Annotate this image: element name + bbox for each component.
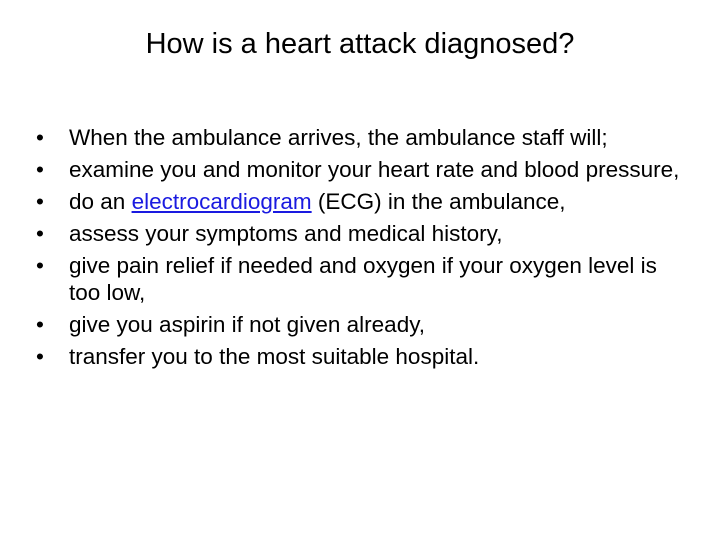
- bullet-text: examine you and monitor your heart rate and blood pressure,: [69, 157, 680, 182]
- bullet-text: give you aspirin if not given already,: [69, 312, 426, 337]
- bullet-icon: •: [36, 157, 44, 182]
- list-item: [36, 311, 686, 338]
- bullet-list: [36, 124, 686, 375]
- slide-title: How is a heart attack diagnosed?: [145, 28, 575, 60]
- bullet-text: assess your symptoms and medical history,: [69, 221, 503, 246]
- list-item: [36, 220, 686, 247]
- electrocardiogram-link[interactable]: electrocardiogram: [131, 189, 312, 214]
- bullet-icon: •: [36, 125, 44, 150]
- list-item: [36, 124, 686, 151]
- bullet-icon: •: [36, 344, 44, 369]
- bullet-text-prefix: do an: [69, 189, 132, 214]
- bullet-icon: •: [36, 253, 44, 278]
- bullet-text: When the ambulance arrives, the ambulance staff will;: [69, 125, 608, 150]
- list-item: [36, 156, 686, 183]
- bullet-icon: •: [36, 221, 44, 246]
- bullet-icon: •: [36, 189, 44, 214]
- bullet-icon: •: [36, 312, 44, 337]
- list-item: [36, 343, 686, 370]
- bullet-text: transfer you to the most suitable hospital.: [69, 344, 480, 369]
- bullet-text: give pain relief if needed and oxygen if your oxygen level is too low,: [69, 253, 657, 305]
- list-item: [36, 188, 686, 215]
- bullet-text-suffix: (ECG) in the ambulance,: [311, 189, 566, 214]
- list-item: [36, 252, 686, 306]
